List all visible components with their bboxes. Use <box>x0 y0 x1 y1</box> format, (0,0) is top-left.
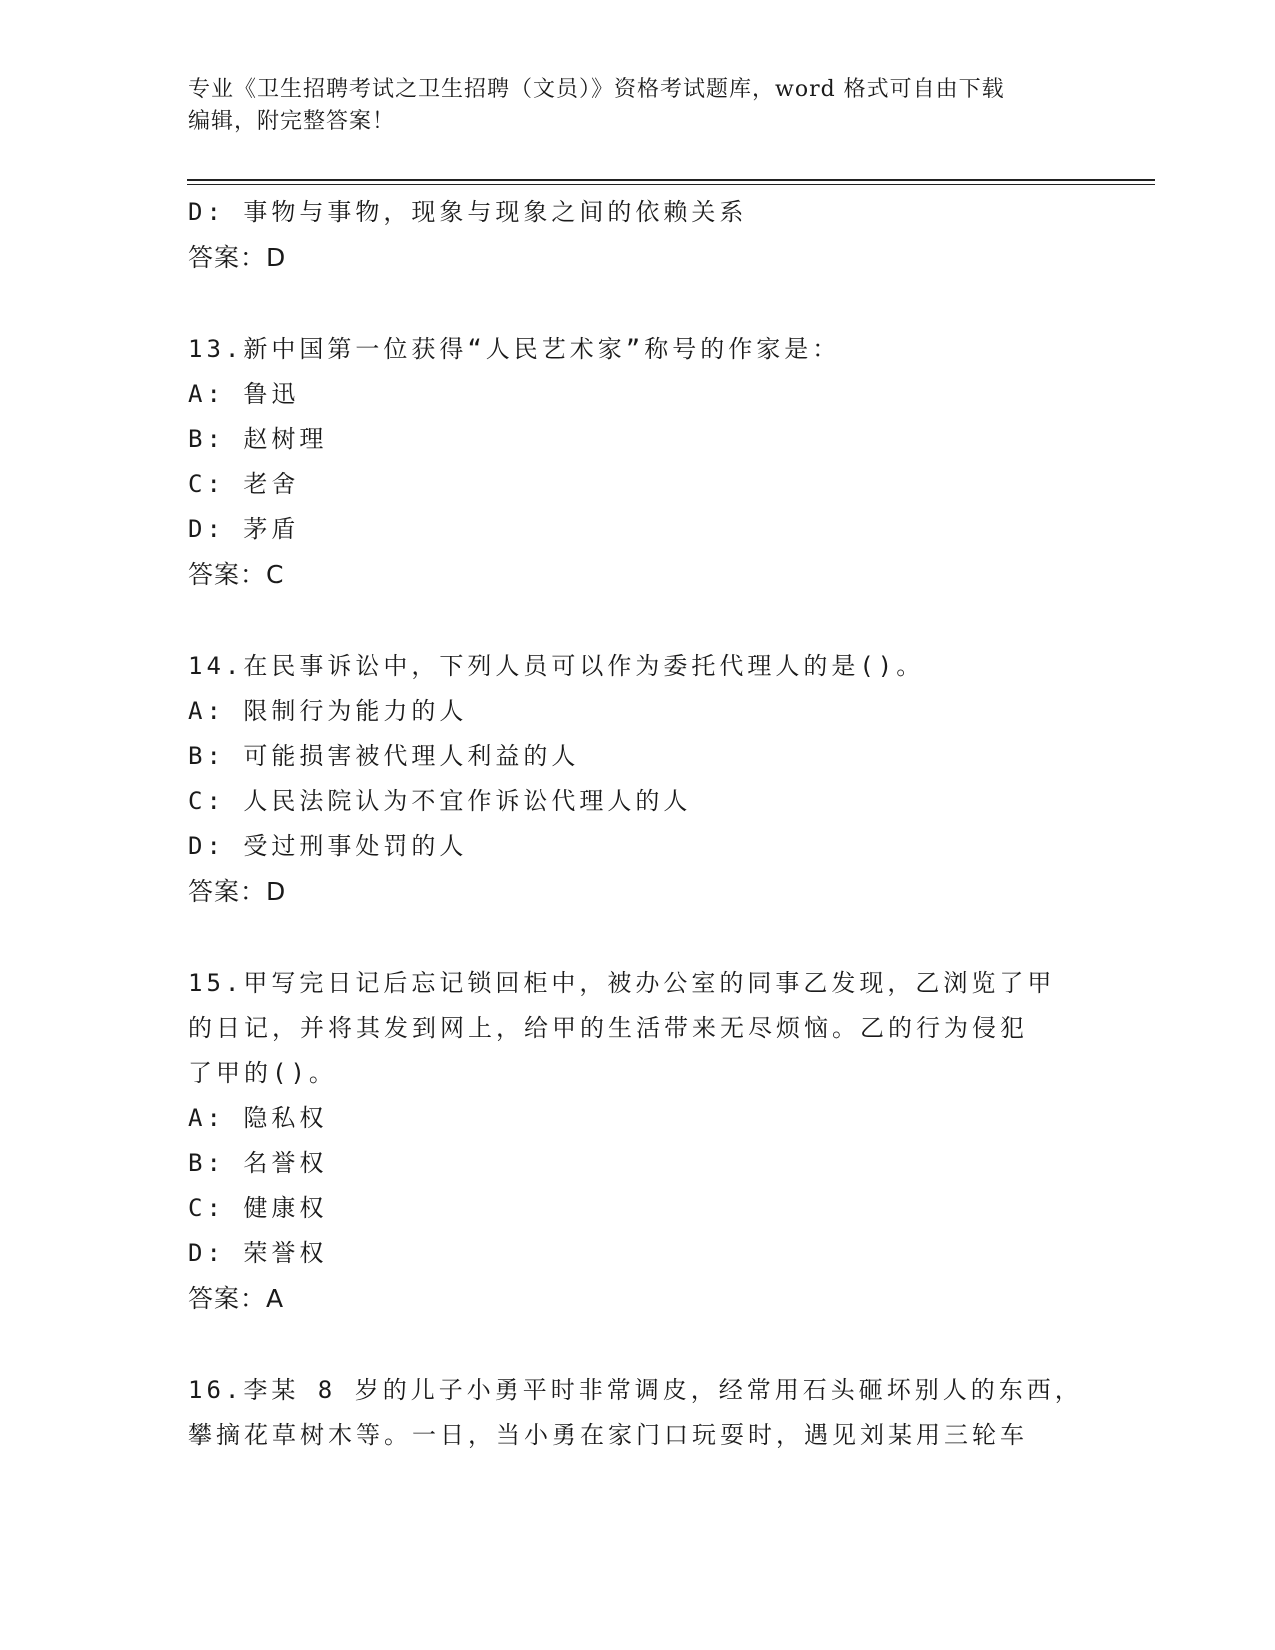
option-d: D: 茅盾 <box>188 515 300 543</box>
question-stem-line-1: 15.甲写完日记后忘记锁回柜中，被办公室的同事乙发现，乙浏览了甲 <box>188 969 1056 997</box>
carryover-block <box>188 190 1088 280</box>
question-stem-line-3: 了甲的()。 <box>188 1059 337 1087</box>
option-c: C: 人民法院认为不宜作诉讼代理人的人 <box>188 787 692 815</box>
document-body <box>188 190 1088 1458</box>
option-b: B: 名誉权 <box>188 1149 328 1177</box>
document-header <box>188 74 1068 138</box>
header-line-2: 编辑，附完整答案！ <box>188 109 396 134</box>
option-a: A: 隐私权 <box>188 1104 328 1132</box>
answer-line: 答案：C <box>188 560 285 589</box>
option-c: C: 健康权 <box>188 1194 328 1222</box>
question-16 <box>188 1368 1088 1458</box>
option-b: B: 赵树理 <box>188 425 328 453</box>
header-line-1: 专业《卫生招聘考试之卫生招聘（文员）》资格考试题库，word 格式可自由下载 <box>188 77 1005 102</box>
option-d: D: 荣誉权 <box>188 1239 328 1267</box>
answer-line: 答案：D <box>188 243 287 272</box>
option-a: A: 限制行为能力的人 <box>188 697 468 725</box>
option-d: D: 受过刑事处罚的人 <box>188 832 468 860</box>
option-a: A: 鲁迅 <box>188 380 300 408</box>
question-15 <box>188 961 1088 1321</box>
question-stem: 14.在民事诉讼中，下列人员可以作为委托代理人的是()。 <box>188 652 925 680</box>
question-stem: 13.新中国第一位获得“人民艺术家”称号的作家是： <box>188 335 841 363</box>
question-stem-line-2: 攀摘花草树木等。一日，当小勇在家门口玩耍时，遇见刘某用三轮车 <box>188 1421 1028 1449</box>
answer-line: 答案：D <box>188 877 287 906</box>
option-d: D: 事物与事物，现象与现象之间的依赖关系 <box>188 198 748 226</box>
question-13 <box>188 327 1088 597</box>
option-b: B: 可能损害被代理人利益的人 <box>188 742 580 770</box>
question-stem-line-2: 的日记，并将其发到网上，给甲的生活带来无尽烦恼。乙的行为侵犯 <box>188 1014 1028 1042</box>
option-c: C: 老舍 <box>188 470 300 498</box>
question-14 <box>188 644 1088 914</box>
question-stem-line-1: 16.李某 8 岁的儿子小勇平时非常调皮，经常用石头砸坏别人的东西， <box>188 1376 1083 1404</box>
header-divider-thin <box>187 184 1155 185</box>
header-divider-thick <box>187 179 1155 181</box>
answer-line: 答案：A <box>188 1284 285 1313</box>
